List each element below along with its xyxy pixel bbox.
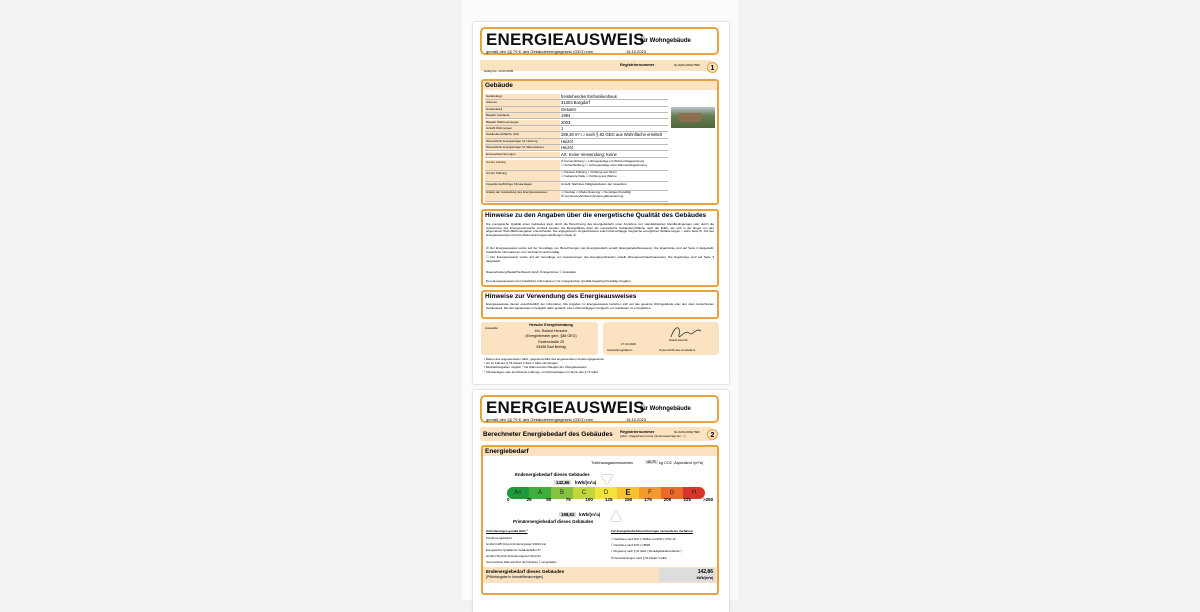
building-row-label: Baujahr Wärmeerzeuger xyxy=(485,120,560,125)
registration-band xyxy=(480,60,712,71)
ghg-label: Treibhausgasemissionen xyxy=(591,461,634,465)
primary-energy-pointer xyxy=(610,511,622,521)
cooling-option: ☐ Gelieferte Kälte ☐ Kühlung aus Wärme xyxy=(561,173,617,178)
issuer-line: 53498 Bad Breisig xyxy=(536,345,566,350)
document-page-1 xyxy=(473,22,729,384)
issuer-line: Gartenstraße 25 xyxy=(537,339,565,344)
scale-tick: 125 xyxy=(605,497,613,502)
primary-energy-label: Primärenergiebedarf dieses Gebäudes xyxy=(513,519,594,524)
building-row-value: Art: Keine Verwendung: Keine xyxy=(561,151,617,157)
demand-option: ☒ Der Energieausweis wurde auf der Grundlage von Berechnungen des Energiebedarfs erstellt (Energiebedarfsausweis). Die Ergebnisse sind auf Seite 2 dargestellt. Zusätzliche Informationen zum Verbrauch sind freiwillig. xyxy=(486,246,714,254)
issue-date-label: Ausstellungsdatum xyxy=(607,348,633,352)
building-row-label: Wesentliche Energieträger für Heizung xyxy=(485,139,560,144)
building-row-label: Wesentliche Energieträger für Warmwasser xyxy=(485,145,560,150)
final-energy-value: 142,86 xyxy=(556,480,570,485)
building-row xyxy=(485,94,668,100)
requirement-line: Energetische Qualität der Gebäudehülle H'T xyxy=(486,548,541,552)
issuer-label: Aussteller xyxy=(485,326,499,330)
aircon-label: Inspektionspflichtige Klimaanlagen xyxy=(485,182,560,190)
scale-tick: 0 xyxy=(507,497,510,502)
summary-value-box xyxy=(659,568,715,582)
efficiency-class: A xyxy=(529,487,551,499)
scale-tick: 225 xyxy=(683,497,691,502)
building-photo xyxy=(671,107,715,128)
requirement-line: Sommerlicher Wärmeschutz (bei Neubau) ☐ eingehalten xyxy=(486,560,557,564)
registration-number: NI-2026-0062/7682 xyxy=(674,430,700,434)
building-row xyxy=(485,107,668,113)
method-option: ☐ Regelung nach § 31 GEG („Modellgebäudeverfahren“) xyxy=(611,549,682,554)
building-row-label: Gebäudetyp xyxy=(485,94,560,99)
signature-label: Unterschrift des Ausstellers xyxy=(659,348,696,352)
scale-tick: 200 xyxy=(663,497,672,502)
building-row-value: 2003 xyxy=(561,119,571,125)
final-energy-unit: kWh/(m²a) xyxy=(575,480,597,485)
ventilation-option: ☐ Schachtlüftung ☐ Lüftungsanlage ohne Wärmerückgewinnung xyxy=(561,162,648,167)
cooling-label: Art der Kühlung xyxy=(485,171,560,181)
issuer-line: Inh. Roland Hersche xyxy=(534,328,568,333)
scale-tick: >250 xyxy=(703,497,714,502)
scale-tick: 25 xyxy=(526,497,532,502)
method-heading: Für Energiebedarfsberechnungen verwendetes Verfahren xyxy=(611,529,693,533)
summary-note: [Pflichtangabe in Immobilienanzeigen] xyxy=(486,575,544,579)
building-row xyxy=(485,139,668,145)
registration-note: (oder: „Registriernummer wurde beantragt am...“) xyxy=(620,434,686,438)
registration-number: NI-2026-0062/7682 xyxy=(674,63,700,67)
footnote: ¹ Datum des angewendeten GEG, gegebenenfalls des angewendeten Änderungsgesetzes xyxy=(484,357,604,361)
building-row-label: Baujahr Gebäude xyxy=(485,113,560,118)
calculated-demand-title: Berechneter Energiebedarf des Gebäudes xyxy=(483,431,613,438)
energy-demand-section xyxy=(481,445,719,595)
building-row-label: Anzahl Wohnungen xyxy=(485,126,560,131)
consumption-option: ☐ Der Energieausweis wurde auf der Grundlage von Auswertungen des Energieverbrauchs erstellt (Energieverbrauchsausweis). Die Ergebnisse sind auf Seite 3 dargestellt. xyxy=(486,255,714,263)
notes-quality-section xyxy=(481,209,719,287)
building-row-value: Gesamt xyxy=(561,106,576,112)
registration-label: Registriernummer xyxy=(620,429,655,434)
energy-demand-heading: Energiebedarf xyxy=(483,447,717,456)
signature-name: Roland Hersche xyxy=(669,339,688,342)
efficiency-class: F xyxy=(639,487,661,499)
page-number-badge: 2 xyxy=(707,429,718,440)
footnote: ⁵ Klimaanlagen oder kombinierte Lüftungs- und Klimaanlagen im Sinne des § 74 GEG xyxy=(484,369,598,374)
registration-label: Registriernummer xyxy=(620,62,655,67)
document-title: ENERGIEAUSWEIS xyxy=(486,30,645,49)
requirements-heading: Anforderungen gemäß GEG ² xyxy=(486,529,528,533)
primary-energy-value: 158,92 xyxy=(561,512,575,517)
building-row-value: 289,30 m² ☐ nach § 82 GEG aus Wohnfläche ermittelt xyxy=(561,132,662,138)
building-row-label: Adresse xyxy=(485,100,560,105)
efficiency-class: A+ xyxy=(507,487,529,499)
data-collection: Datenerhebung Bedarf/Verbrauch durch ☒ Eigentümer ☐ Aussteller xyxy=(486,270,577,274)
building-row-value: Heizöl xyxy=(561,138,573,144)
building-row xyxy=(485,113,668,119)
law-date: 16.10.2023 xyxy=(626,49,647,54)
ghg-value: 46,79 xyxy=(647,460,656,464)
building-row xyxy=(485,132,668,138)
building-row-label: Gebäudeteil xyxy=(485,107,560,112)
ventilation-option: ☒ Fensterlüftung ☐ Lüftungsanlage mit Wärmerückgewinnung xyxy=(561,160,645,163)
method-option: ☒ Vereinfachungen nach § 50 Absatz 4 GEG xyxy=(611,555,667,560)
requirement-line: Ist-Wert kWh/(m²a) Anforderungswert kWh/(m²a) xyxy=(486,542,547,546)
issue-reason-label: Anlass der Ausstellung des Energieausweises xyxy=(485,191,560,201)
notes-quality-text: Die energetische Qualität eines Gebäudes kann durch die Berechnung des Energiebedarfs unter Annahme von standardisierten Randbedingungen oder durch die Auswertung des Energieverbrauchs ermittelt werden. Als Bezugsfläche dient die energetische Gebäudenutzfläche nach der EnEV, die sich in der Regel von den allgemeinen Wohnflächenangaben unterscheidet. Die angegebenen Vergleichswerte sollen überschlägige Vergleiche ermöglichen (Erläuterungen – siehe Seite 5). Teil des Energieausweises sind die Modernisierungsempfehlungen (Seite 4). xyxy=(486,222,714,238)
building-row xyxy=(485,126,668,132)
ghg-unit: kg CO2 -Äquivalent /(m²a) xyxy=(659,461,704,465)
ventilation-label: Art der Lüftung xyxy=(485,160,560,170)
registration-band xyxy=(480,427,712,441)
building-row-value: 1984 xyxy=(561,113,571,119)
scale-tick: 50 xyxy=(546,497,552,502)
building-row-value: Heizöl xyxy=(561,145,573,151)
building-row-value: 1 xyxy=(561,126,564,131)
building-row-value: freistehendes Einfamilienhaus xyxy=(561,94,617,99)
title-suffix: für Wohngebäude xyxy=(640,38,691,44)
efficiency-class: H xyxy=(683,487,705,499)
requirement-line: Primärenergiebedarf xyxy=(486,536,512,540)
issuer-box xyxy=(481,322,598,355)
document-title-box xyxy=(480,395,719,423)
scale-tick: 175 xyxy=(644,497,652,502)
footnote: ² nur im Fall des § 79 Absatz 2 Satz 2 GEG einzutragen xyxy=(484,361,558,366)
summary-label: Endenergiebedarf dieses Gebäudes xyxy=(486,569,565,574)
document-title: ENERGIEAUSWEIS xyxy=(486,398,645,417)
final-energy-summary xyxy=(483,567,717,583)
issue-reason-option: ☒ Vermietung/Verkauf (Änderung/Erweiterung) xyxy=(561,193,624,198)
efficiency-class: B xyxy=(551,487,573,499)
efficiency-class: D xyxy=(595,487,617,499)
building-row-label: Erneuerbare Energien xyxy=(485,152,560,157)
method-option: ☐ Verfahren nach DIN V 4108-6 und DIN V 4701-10 xyxy=(611,537,676,541)
law-reference: gemäß den §§ 79 ff. des Gebäudeenergiegesetz (GEG) vom xyxy=(486,417,594,422)
additional-info: Dem Energieausweis sind zusätzliche Informationen zur energetischen Qualität beigefügt (freiwillige Angabe). xyxy=(486,279,632,283)
page-number-badge: 1 xyxy=(707,62,718,73)
issuer-line: Hersche Energieberatung xyxy=(529,323,573,327)
issue-date: 17.03.2026 xyxy=(621,342,637,346)
usage-notes-heading: Hinweise zur Verwendung des Energieausweises xyxy=(485,293,637,300)
notes-quality-heading: Hinweise zu den Angaben über die energetische Qualität des Gebäudes xyxy=(485,212,707,219)
title-suffix: für Wohngebäude xyxy=(640,406,691,412)
law-date: 16.10.2023 xyxy=(626,417,647,422)
final-energy-label: Endenergiebedarf dieses Gebäudes xyxy=(515,472,590,477)
issuer-line: (Energieberater gem. §88 GEG) xyxy=(525,334,577,339)
primary-energy-unit: kWh/(m²a) xyxy=(579,512,601,517)
usage-notes-text: Energieausweise dienen ausschließlich der Information. Die Angaben im Energieausweis beziehen sich auf das gesamte Wohngebäude oder den oben bezeichneten Gebäudeteil. Der Energieausweis ist lediglich dafür gedacht, einen überschlägigen Vergleich von Gebäuden zu ermöglichen. xyxy=(486,302,714,310)
efficiency-class: G xyxy=(661,487,683,499)
building-row-label: Gebäudenutzfläche (AN) xyxy=(485,132,560,137)
document-page-2 xyxy=(473,390,729,612)
law-reference: gemäß den §§ 79 ff. des Gebäudeenergiegesetz (GEG) vom xyxy=(486,49,594,54)
issue-reason-option: ☐ Neubau ☐ Modernisierung ☐ Sonstiges (freiwillig) xyxy=(561,191,632,194)
valid-until: Gültig bis: 10.03.2036 xyxy=(484,69,514,73)
efficiency-class: E xyxy=(617,487,639,499)
footnote: ³ Mehrfachangaben möglich ⁴ bei Wärmenetzen Baujahr der Übergabestation xyxy=(484,365,587,370)
final-energy-pointer xyxy=(601,475,613,485)
signature-box xyxy=(603,322,719,355)
usage-notes-section xyxy=(481,290,719,319)
requirement-line: Ist-Wert W/(m²K) Anforderungswert W/(m²K) xyxy=(486,554,541,558)
building-row xyxy=(485,152,668,158)
efficiency-class: C xyxy=(573,487,595,499)
building-row xyxy=(485,100,668,106)
scale-tick: 100 xyxy=(585,497,593,502)
method-option: ☐ Verfahren nach DIN V 18599 xyxy=(611,543,651,548)
building-section xyxy=(481,79,719,205)
scale-tick: 75 xyxy=(565,497,571,502)
building-row xyxy=(485,145,668,151)
summary-value: 142,86 xyxy=(697,569,713,575)
summary-unit: kWh/(m²a) xyxy=(696,576,713,580)
building-row xyxy=(485,120,668,126)
cooling-option: ☐ Passive Kühlung ☐ Kühlung aus Strom xyxy=(561,171,617,174)
building-row-value: 31303 Burgdorf xyxy=(561,100,590,106)
document-title-box xyxy=(480,27,719,55)
aircon-value: Anzahl: Nächstes Fälligkeitsdatum der Inspektion: xyxy=(561,182,628,186)
scale-tick: 150 xyxy=(624,497,633,502)
building-heading: Gebäude xyxy=(483,81,717,90)
